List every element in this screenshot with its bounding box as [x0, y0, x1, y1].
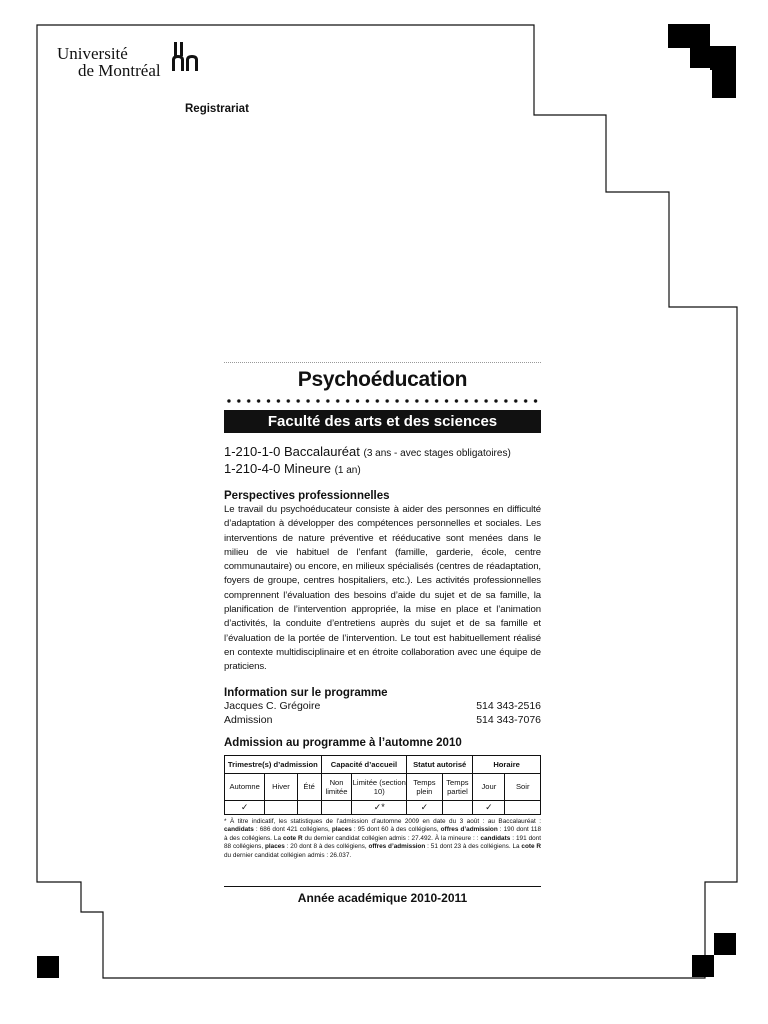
subheader-cell: Été	[297, 773, 321, 800]
offering-code-name: 1-210-4-0 Mineure	[224, 461, 331, 476]
info-section	[224, 687, 541, 727]
note-text: : 20 dont 8 à des collégiens,	[284, 843, 369, 851]
program-offerings	[224, 444, 541, 478]
university-name-line1: Université	[57, 44, 128, 63]
note-emphasis: cote R	[521, 843, 541, 851]
note-emphasis: candidats	[480, 834, 511, 842]
program-title: Psychoéducation	[297, 368, 468, 391]
admission-statistics-note	[224, 818, 541, 861]
info-heading: Information sur le programme	[224, 686, 388, 699]
academic-year: Année académique 2010-2011	[297, 890, 468, 905]
top-dotted-divider	[224, 362, 541, 363]
check-cell	[442, 800, 473, 814]
contact-row	[224, 699, 541, 713]
program-offering	[224, 461, 541, 478]
check-cell: ✓	[225, 800, 265, 814]
admission-section	[224, 737, 541, 861]
group-header: Trimestre(s) d’admission	[225, 755, 322, 773]
admission-subheader-row	[225, 773, 541, 800]
department-label: Registrariat	[185, 103, 249, 115]
university-logo	[57, 45, 161, 79]
subheader-cell: Limitée (section 10)	[352, 773, 407, 800]
contact-name: Jacques C. Grégoire	[224, 699, 321, 712]
note-text: : 190 dont 118 à des collégiens. La	[224, 826, 542, 842]
note-text: : 95 dont 60 à des collégiens,	[351, 826, 441, 834]
group-header: Horaire	[473, 755, 541, 773]
corner-block-top-right-4	[712, 68, 736, 98]
contact-name: Admission	[224, 713, 273, 726]
admission-group-row	[225, 755, 541, 773]
group-header: Capacité d’accueil	[321, 755, 406, 773]
subheader-cell: Non limitée	[321, 773, 352, 800]
note-emphasis: places	[264, 843, 285, 851]
offering-code-name: 1-210-1-0 Baccalauréat	[224, 444, 360, 459]
check-cell: ✓	[407, 800, 442, 814]
note-text: : 51 dont 23 à des collégiens. La	[425, 843, 522, 851]
note-emphasis: cote R	[282, 834, 303, 842]
admission-table	[224, 755, 541, 815]
corner-block-top-right-2	[690, 24, 710, 68]
university-name-line2: de Montréal	[78, 61, 161, 80]
group-header: Statut autorisé	[407, 755, 473, 773]
footer-divider	[224, 886, 541, 887]
check-cell	[297, 800, 321, 814]
note-text: : 191 dont 88 collégiens,	[224, 834, 542, 851]
note-emphasis: offres d’admission	[368, 843, 426, 851]
offering-detail: (3 ans - avec stages obligatoires)	[363, 448, 511, 459]
note-text: : 686 dont 421 collégiens,	[253, 826, 332, 834]
check-cell	[505, 800, 541, 814]
subheader-cell: Temps partiel	[442, 773, 473, 800]
perspectives-section	[224, 490, 541, 675]
perspectives-text: Le travail du psychoéducateur consiste à aider des personnes en difficulté d’adaptation à développer des compétences personnelles et sociales. Les interventions de nature préventive et rééducative sont menées dans le milieu de vie habituel de l’enfant (famille, garderie, école, centre communautaire) ou encore, en milieux spécialisés (centres de réadaptation, foyers de groupe, centres hospitaliers, etc.). Les activités professionnelles comprennent l’évaluation des besoins d’aide du sujet et de sa famille, la planification de l’intervention appropriée, la mise en place et l’animation d’activités, la conduite d’entretiens auprès du sujet et de sa famille et l’évaluation de la portée de l’intervention. Le tout est habituellement réalisé en contexte multidisciplinaire et en étroite collaboration avec une équipe de praticiens.	[224, 504, 541, 673]
contact-row	[224, 713, 541, 727]
note-emphasis: candidats	[224, 826, 254, 834]
subheader-cell: Temps plein	[407, 773, 442, 800]
university-emblem-icon	[171, 42, 201, 72]
note-text: du dernier candidat collégien admis : 27.492. À la mineure : :	[302, 834, 481, 842]
check-cell	[265, 800, 297, 814]
admission-check-row	[225, 800, 541, 814]
contact-phone: 514 343-2516	[476, 699, 541, 712]
corner-block-bottom-right-1	[714, 933, 736, 955]
check-cell: ✓*	[352, 800, 407, 814]
subheader-cell: Hiver	[265, 773, 297, 800]
subheader-cell: Soir	[505, 773, 541, 800]
corner-block-bottom-right-2	[692, 955, 714, 977]
contact-phone: 514 343-7076	[476, 713, 541, 726]
admission-heading: Admission au programme à l’automne 2010	[224, 736, 462, 749]
faculty-banner: Faculté des arts et des sciences	[224, 410, 541, 433]
note-emphasis: places	[331, 826, 352, 834]
note-text: du dernier candidat collégien admis : 26.037.	[224, 851, 352, 859]
check-cell: ✓	[473, 800, 505, 814]
note-emphasis: offres d’admission	[440, 826, 498, 834]
check-cell	[321, 800, 352, 814]
program-sheet	[224, 362, 541, 905]
corner-block-bottom-left	[37, 956, 59, 978]
perspectives-heading: Perspectives professionnelles	[224, 490, 390, 502]
offering-detail: (1 an)	[334, 465, 361, 476]
program-offering	[224, 444, 541, 461]
bold-dotted-divider	[224, 398, 541, 404]
note-text: * À titre indicatif, les statistiques de l’admission d’automne 2009 en date du 3 août : au Baccalauréat :	[224, 817, 541, 825]
corner-block-top-right-3	[710, 46, 736, 70]
subheader-cell: Jour	[473, 773, 505, 800]
subheader-cell: Automne	[225, 773, 265, 800]
